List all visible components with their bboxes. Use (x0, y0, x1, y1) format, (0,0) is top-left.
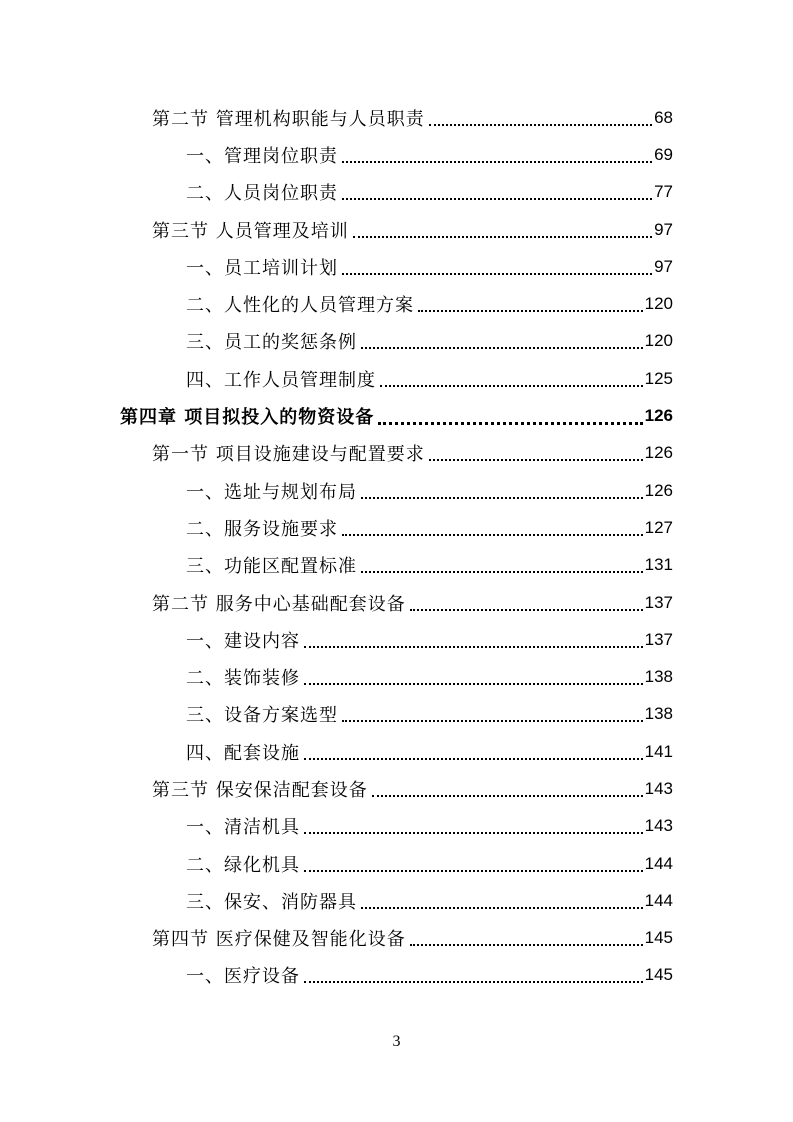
toc-dot-leader (372, 795, 643, 797)
toc-entry-section[interactable] (0, 920, 793, 957)
toc-entry-title: 一、建设内容 (186, 630, 300, 652)
toc-entry-item[interactable] (0, 472, 793, 509)
toc-entry-title: 四、配套设施 (186, 742, 300, 764)
toc-entry-item[interactable] (0, 658, 793, 695)
toc-entry-page: 143 (644, 778, 673, 798)
toc-entry-page: 68 (654, 107, 673, 127)
toc-entry-item[interactable] (0, 621, 793, 658)
toc-dot-leader (429, 459, 643, 461)
toc-entry-section[interactable] (0, 584, 793, 621)
toc-dot-leader (304, 870, 643, 872)
toc-dot-leader (418, 310, 643, 312)
toc-entry-title: 二、装饰装修 (186, 668, 300, 690)
toc-dot-leader (380, 385, 643, 387)
toc-dot-leader (304, 758, 643, 760)
toc-dot-leader (353, 236, 652, 238)
toc-entry-page: 131 (644, 555, 673, 575)
toc-entry-page: 145 (644, 965, 673, 985)
toc-dot-leader (410, 944, 643, 946)
toc-entry-item[interactable] (0, 733, 793, 770)
toc-entry-page: 137 (644, 629, 673, 649)
toc-entry-page: 144 (644, 853, 673, 873)
toc-entry-title: 一、员工培训计划 (186, 257, 338, 279)
toc-dot-leader (342, 161, 652, 163)
toc-dot-leader (361, 571, 643, 573)
toc-entry-title: 第四节 医疗保健及智能化设备 (152, 929, 406, 951)
toc-entry-title: 第三节 人员管理及培训 (152, 220, 349, 242)
toc-entry-item[interactable] (0, 845, 793, 882)
toc-entry-page: 97 (654, 256, 673, 276)
toc-entry-page: 120 (644, 331, 673, 351)
toc-dot-leader (342, 198, 652, 200)
toc-entry-title: 二、人员岗位职责 (186, 183, 338, 205)
toc-entry-chapter[interactable] (0, 397, 793, 434)
toc-entry-title: 二、绿化机具 (186, 854, 300, 876)
toc-entry-title: 第二节 管理机构职能与人员职责 (152, 108, 425, 130)
toc-dot-leader (342, 534, 643, 536)
toc-entry-title: 第一节 项目设施建设与配置要求 (152, 444, 425, 466)
toc-entry-title: 二、人性化的人员管理方案 (186, 295, 414, 317)
toc-dot-leader (410, 609, 643, 611)
toc-entry-title: 第四章 项目拟投入的物资设备 (120, 407, 375, 429)
toc-entry-title: 三、设备方案选型 (186, 705, 338, 727)
toc-entry-title: 三、保安、消防器具 (186, 891, 357, 913)
toc-entry-item[interactable] (0, 509, 793, 546)
toc-entry-item[interactable] (0, 882, 793, 919)
toc-dot-leader (304, 646, 643, 648)
toc-entry-item[interactable] (0, 174, 793, 211)
toc-entry-page: 77 (654, 182, 673, 202)
toc-entry-page: 127 (644, 517, 673, 537)
toc-entry-page: 97 (654, 219, 673, 239)
toc-entry-item[interactable] (0, 696, 793, 733)
toc-entry-title: 一、管理岗位职责 (186, 145, 338, 167)
toc-entry-page: 138 (644, 704, 673, 724)
toc-dot-leader (361, 907, 643, 909)
toc-entry-page: 126 (644, 443, 673, 463)
toc-entry-page: 141 (644, 741, 673, 761)
toc-dot-leader (304, 981, 643, 983)
toc-entry-page: 126 (644, 406, 673, 426)
toc-entry-page: 145 (644, 928, 673, 948)
toc-entry-item[interactable] (0, 285, 793, 322)
toc-dot-leader (378, 422, 642, 425)
toc-entry-page: 69 (654, 144, 673, 164)
toc-dot-leader (429, 124, 652, 126)
toc-entry-title: 一、清洁机具 (186, 817, 300, 839)
toc-entry-page: 126 (644, 480, 673, 500)
toc-entry-item[interactable] (0, 248, 793, 285)
toc-entry-item[interactable] (0, 360, 793, 397)
toc-entry-section[interactable] (0, 211, 793, 248)
toc-entry-title: 一、选址与规划布局 (186, 481, 357, 503)
toc-dot-leader (304, 832, 643, 834)
toc-entry-page: 143 (644, 816, 673, 836)
toc-entry-page: 125 (644, 368, 673, 388)
toc-dot-leader (361, 497, 643, 499)
toc-entry-title: 第二节 服务中心基础配套设备 (152, 593, 406, 615)
toc-entry-title: 二、服务设施要求 (186, 518, 338, 540)
toc-entry-title: 四、工作人员管理制度 (186, 369, 376, 391)
toc-dot-leader (361, 347, 643, 349)
toc-entry-page: 137 (644, 592, 673, 612)
toc-dot-leader (342, 720, 643, 722)
toc-entry-page: 138 (644, 667, 673, 687)
toc-entry-item[interactable] (0, 808, 793, 845)
toc-entry-item[interactable] (0, 547, 793, 584)
page-number: 3 (392, 1033, 401, 1050)
toc-entry-title: 三、员工的奖惩条例 (186, 332, 357, 354)
toc-entry-section[interactable] (0, 99, 793, 136)
toc-entry-title: 三、功能区配置标准 (186, 556, 357, 578)
toc-dot-leader (342, 273, 652, 275)
toc-entry-title: 一、医疗设备 (186, 966, 300, 988)
toc-entry-page: 144 (644, 890, 673, 910)
toc-entry-section[interactable] (0, 770, 793, 807)
toc-entry-title: 第三节 保安保洁配套设备 (152, 779, 368, 801)
toc-entry-section[interactable] (0, 435, 793, 472)
toc-entry-item[interactable] (0, 957, 793, 994)
toc-entry-item[interactable] (0, 323, 793, 360)
table-of-contents (0, 99, 793, 994)
toc-dot-leader (304, 683, 643, 685)
toc-entry-page: 120 (644, 294, 673, 314)
toc-entry-item[interactable] (0, 136, 793, 173)
